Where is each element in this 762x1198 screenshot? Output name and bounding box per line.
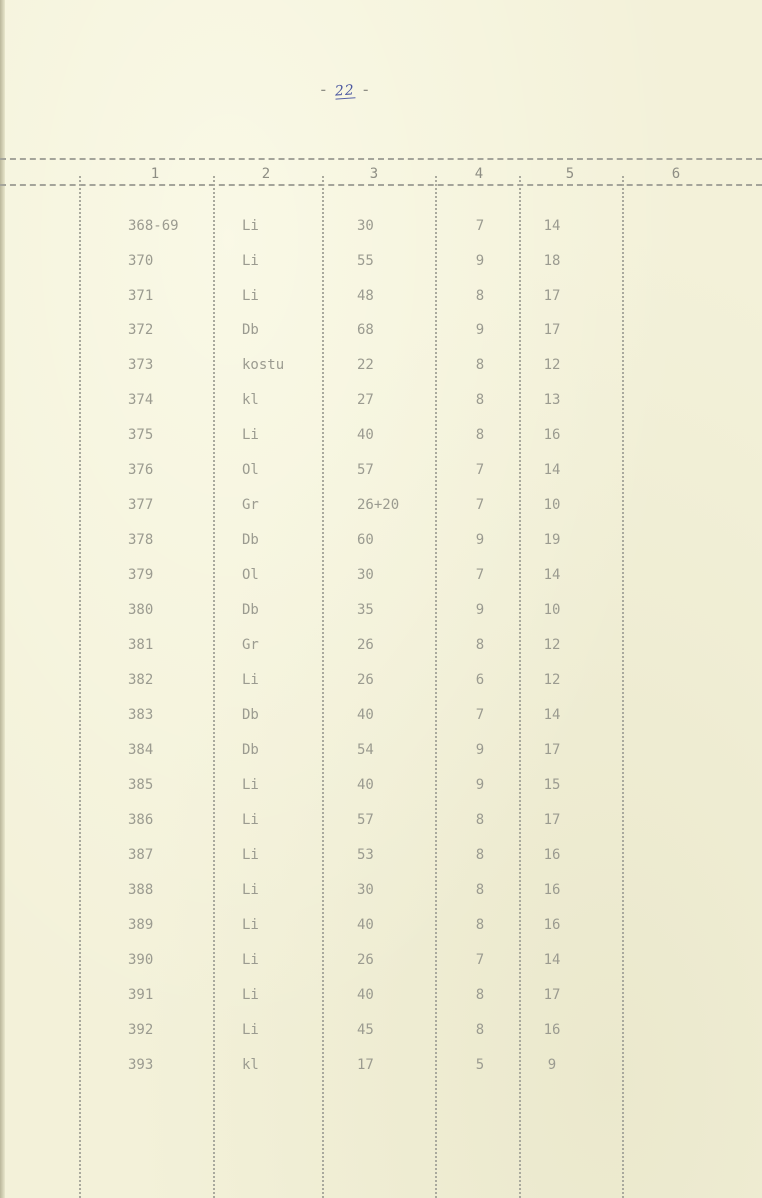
cell-code: Db <box>242 532 259 548</box>
cell-code: Ol <box>242 567 259 583</box>
cell-number: 391 <box>128 987 154 1003</box>
cell-number: 387 <box>128 847 154 863</box>
cell-code: Li <box>242 253 259 269</box>
cell-code: kl <box>242 1057 259 1073</box>
cell-value-5: 17 <box>543 322 561 338</box>
cell-value-5: 12 <box>543 672 561 688</box>
cell-value-3: 60 <box>357 532 374 548</box>
cell-value-5: 10 <box>543 602 561 618</box>
column-divider <box>519 176 521 1198</box>
cell-number: 368-69 <box>128 218 179 234</box>
cell-value-3: 26 <box>357 952 374 968</box>
cell-code: Li <box>242 777 259 793</box>
page-number-dash-left: - <box>318 80 330 99</box>
cell-value-3: 48 <box>357 288 374 304</box>
table-top-rule <box>0 158 762 160</box>
cell-value-5: 18 <box>543 253 561 269</box>
cell-code: Li <box>242 288 259 304</box>
cell-code: Li <box>242 672 259 688</box>
cell-number: 390 <box>128 952 154 968</box>
column-divider <box>435 176 437 1198</box>
cell-value-4: 7 <box>475 952 485 968</box>
cell-value-4: 6 <box>475 672 485 688</box>
cell-value-3: 68 <box>357 322 374 338</box>
cell-number: 384 <box>128 742 154 758</box>
cell-value-3: 35 <box>357 602 374 618</box>
cell-value-4: 8 <box>475 392 485 408</box>
cell-value-4: 8 <box>475 357 485 373</box>
cell-value-3: 54 <box>357 742 374 758</box>
cell-value-5: 14 <box>543 952 561 968</box>
cell-value-3: 26+20 <box>357 497 400 513</box>
column-header-5: 5 <box>565 166 575 182</box>
cell-value-4: 5 <box>475 1057 485 1073</box>
cell-code: Li <box>242 1022 259 1038</box>
cell-value-3: 26 <box>357 672 374 688</box>
cell-value-3: 17 <box>357 1057 374 1073</box>
column-header-1: 1 <box>150 166 160 182</box>
cell-code: Li <box>242 882 259 898</box>
cell-value-3: 55 <box>357 253 374 269</box>
cell-code: Ol <box>242 462 259 478</box>
cell-number: 381 <box>128 637 154 653</box>
cell-value-5: 17 <box>543 812 561 828</box>
cell-number: 373 <box>128 357 154 373</box>
column-header-2: 2 <box>261 166 271 182</box>
cell-value-3: 30 <box>357 567 374 583</box>
cell-number: 386 <box>128 812 154 828</box>
cell-value-4: 9 <box>475 532 485 548</box>
cell-value-5: 14 <box>543 567 561 583</box>
cell-value-4: 9 <box>475 253 485 269</box>
column-divider <box>213 176 215 1198</box>
handwritten-page-number: 22 <box>334 82 356 100</box>
cell-value-5: 14 <box>543 707 561 723</box>
cell-value-5: 16 <box>543 1022 561 1038</box>
cell-value-5: 9 <box>547 1057 557 1073</box>
cell-number: 372 <box>128 322 154 338</box>
cell-value-3: 45 <box>357 1022 374 1038</box>
cell-value-4: 8 <box>475 1022 485 1038</box>
cell-value-3: 40 <box>357 987 374 1003</box>
cell-value-4: 9 <box>475 777 485 793</box>
cell-number: 370 <box>128 253 154 269</box>
cell-code: Li <box>242 987 259 1003</box>
column-header-3: 3 <box>369 166 379 182</box>
cell-value-3: 26 <box>357 637 374 653</box>
cell-code: Li <box>242 218 259 234</box>
cell-number: 380 <box>128 602 154 618</box>
cell-value-5: 16 <box>543 847 561 863</box>
column-header-4: 4 <box>474 166 484 182</box>
cell-value-3: 57 <box>357 462 374 478</box>
cell-value-4: 8 <box>475 917 485 933</box>
cell-number: 371 <box>128 288 154 304</box>
cell-number: 382 <box>128 672 154 688</box>
cell-code: Li <box>242 427 259 443</box>
cell-number: 377 <box>128 497 154 513</box>
cell-value-5: 19 <box>543 532 561 548</box>
cell-code: Li <box>242 847 259 863</box>
cell-value-3: 40 <box>357 427 374 443</box>
cell-value-5: 17 <box>543 288 561 304</box>
cell-number: 383 <box>128 707 154 723</box>
cell-value-3: 53 <box>357 847 374 863</box>
cell-code: Gr <box>242 497 259 513</box>
cell-code: Db <box>242 322 259 338</box>
cell-number: 379 <box>128 567 154 583</box>
cell-code: Li <box>242 917 259 933</box>
cell-value-4: 7 <box>475 462 485 478</box>
cell-code: Db <box>242 707 259 723</box>
page-left-edge <box>0 0 5 1198</box>
cell-value-4: 8 <box>475 847 485 863</box>
page-number <box>300 80 390 99</box>
cell-value-3: 40 <box>357 777 374 793</box>
cell-value-4: 8 <box>475 427 485 443</box>
cell-value-5: 14 <box>543 218 561 234</box>
cell-value-3: 57 <box>357 812 374 828</box>
cell-number: 374 <box>128 392 154 408</box>
cell-value-3: 27 <box>357 392 374 408</box>
column-divider <box>622 176 624 1198</box>
cell-value-3: 30 <box>357 218 374 234</box>
page-number-dash-right: - <box>360 80 372 99</box>
column-divider <box>79 176 81 1198</box>
cell-value-4: 9 <box>475 602 485 618</box>
cell-value-5: 17 <box>543 742 561 758</box>
cell-value-4: 8 <box>475 882 485 898</box>
column-header-6: 6 <box>671 166 681 182</box>
cell-value-5: 10 <box>543 497 561 513</box>
column-divider <box>322 176 324 1198</box>
table-header-rule <box>0 184 762 186</box>
cell-value-5: 16 <box>543 917 561 933</box>
cell-value-5: 13 <box>543 392 561 408</box>
cell-value-5: 16 <box>543 427 561 443</box>
cell-value-4: 9 <box>475 322 485 338</box>
cell-number: 375 <box>128 427 154 443</box>
cell-number: 393 <box>128 1057 154 1073</box>
cell-code: Gr <box>242 637 259 653</box>
cell-value-4: 8 <box>475 987 485 1003</box>
cell-value-3: 22 <box>357 357 374 373</box>
cell-value-4: 8 <box>475 288 485 304</box>
cell-value-5: 17 <box>543 987 561 1003</box>
cell-number: 388 <box>128 882 154 898</box>
cell-value-4: 8 <box>475 812 485 828</box>
cell-value-3: 30 <box>357 882 374 898</box>
cell-value-5: 15 <box>543 777 561 793</box>
cell-number: 392 <box>128 1022 154 1038</box>
cell-value-5: 12 <box>543 637 561 653</box>
cell-number: 376 <box>128 462 154 478</box>
cell-code: Li <box>242 952 259 968</box>
cell-number: 385 <box>128 777 154 793</box>
cell-value-5: 16 <box>543 882 561 898</box>
cell-value-4: 7 <box>475 567 485 583</box>
cell-code: kostu <box>242 357 285 373</box>
cell-value-4: 7 <box>475 218 485 234</box>
cell-value-4: 9 <box>475 742 485 758</box>
cell-code: kl <box>242 392 259 408</box>
cell-code: Li <box>242 812 259 828</box>
cell-value-4: 8 <box>475 637 485 653</box>
cell-value-3: 40 <box>357 917 374 933</box>
cell-value-5: 12 <box>543 357 561 373</box>
cell-value-4: 7 <box>475 707 485 723</box>
cell-value-5: 14 <box>543 462 561 478</box>
cell-number: 389 <box>128 917 154 933</box>
cell-code: Db <box>242 742 259 758</box>
cell-number: 378 <box>128 532 154 548</box>
cell-value-4: 7 <box>475 497 485 513</box>
cell-value-3: 40 <box>357 707 374 723</box>
cell-code: Db <box>242 602 259 618</box>
